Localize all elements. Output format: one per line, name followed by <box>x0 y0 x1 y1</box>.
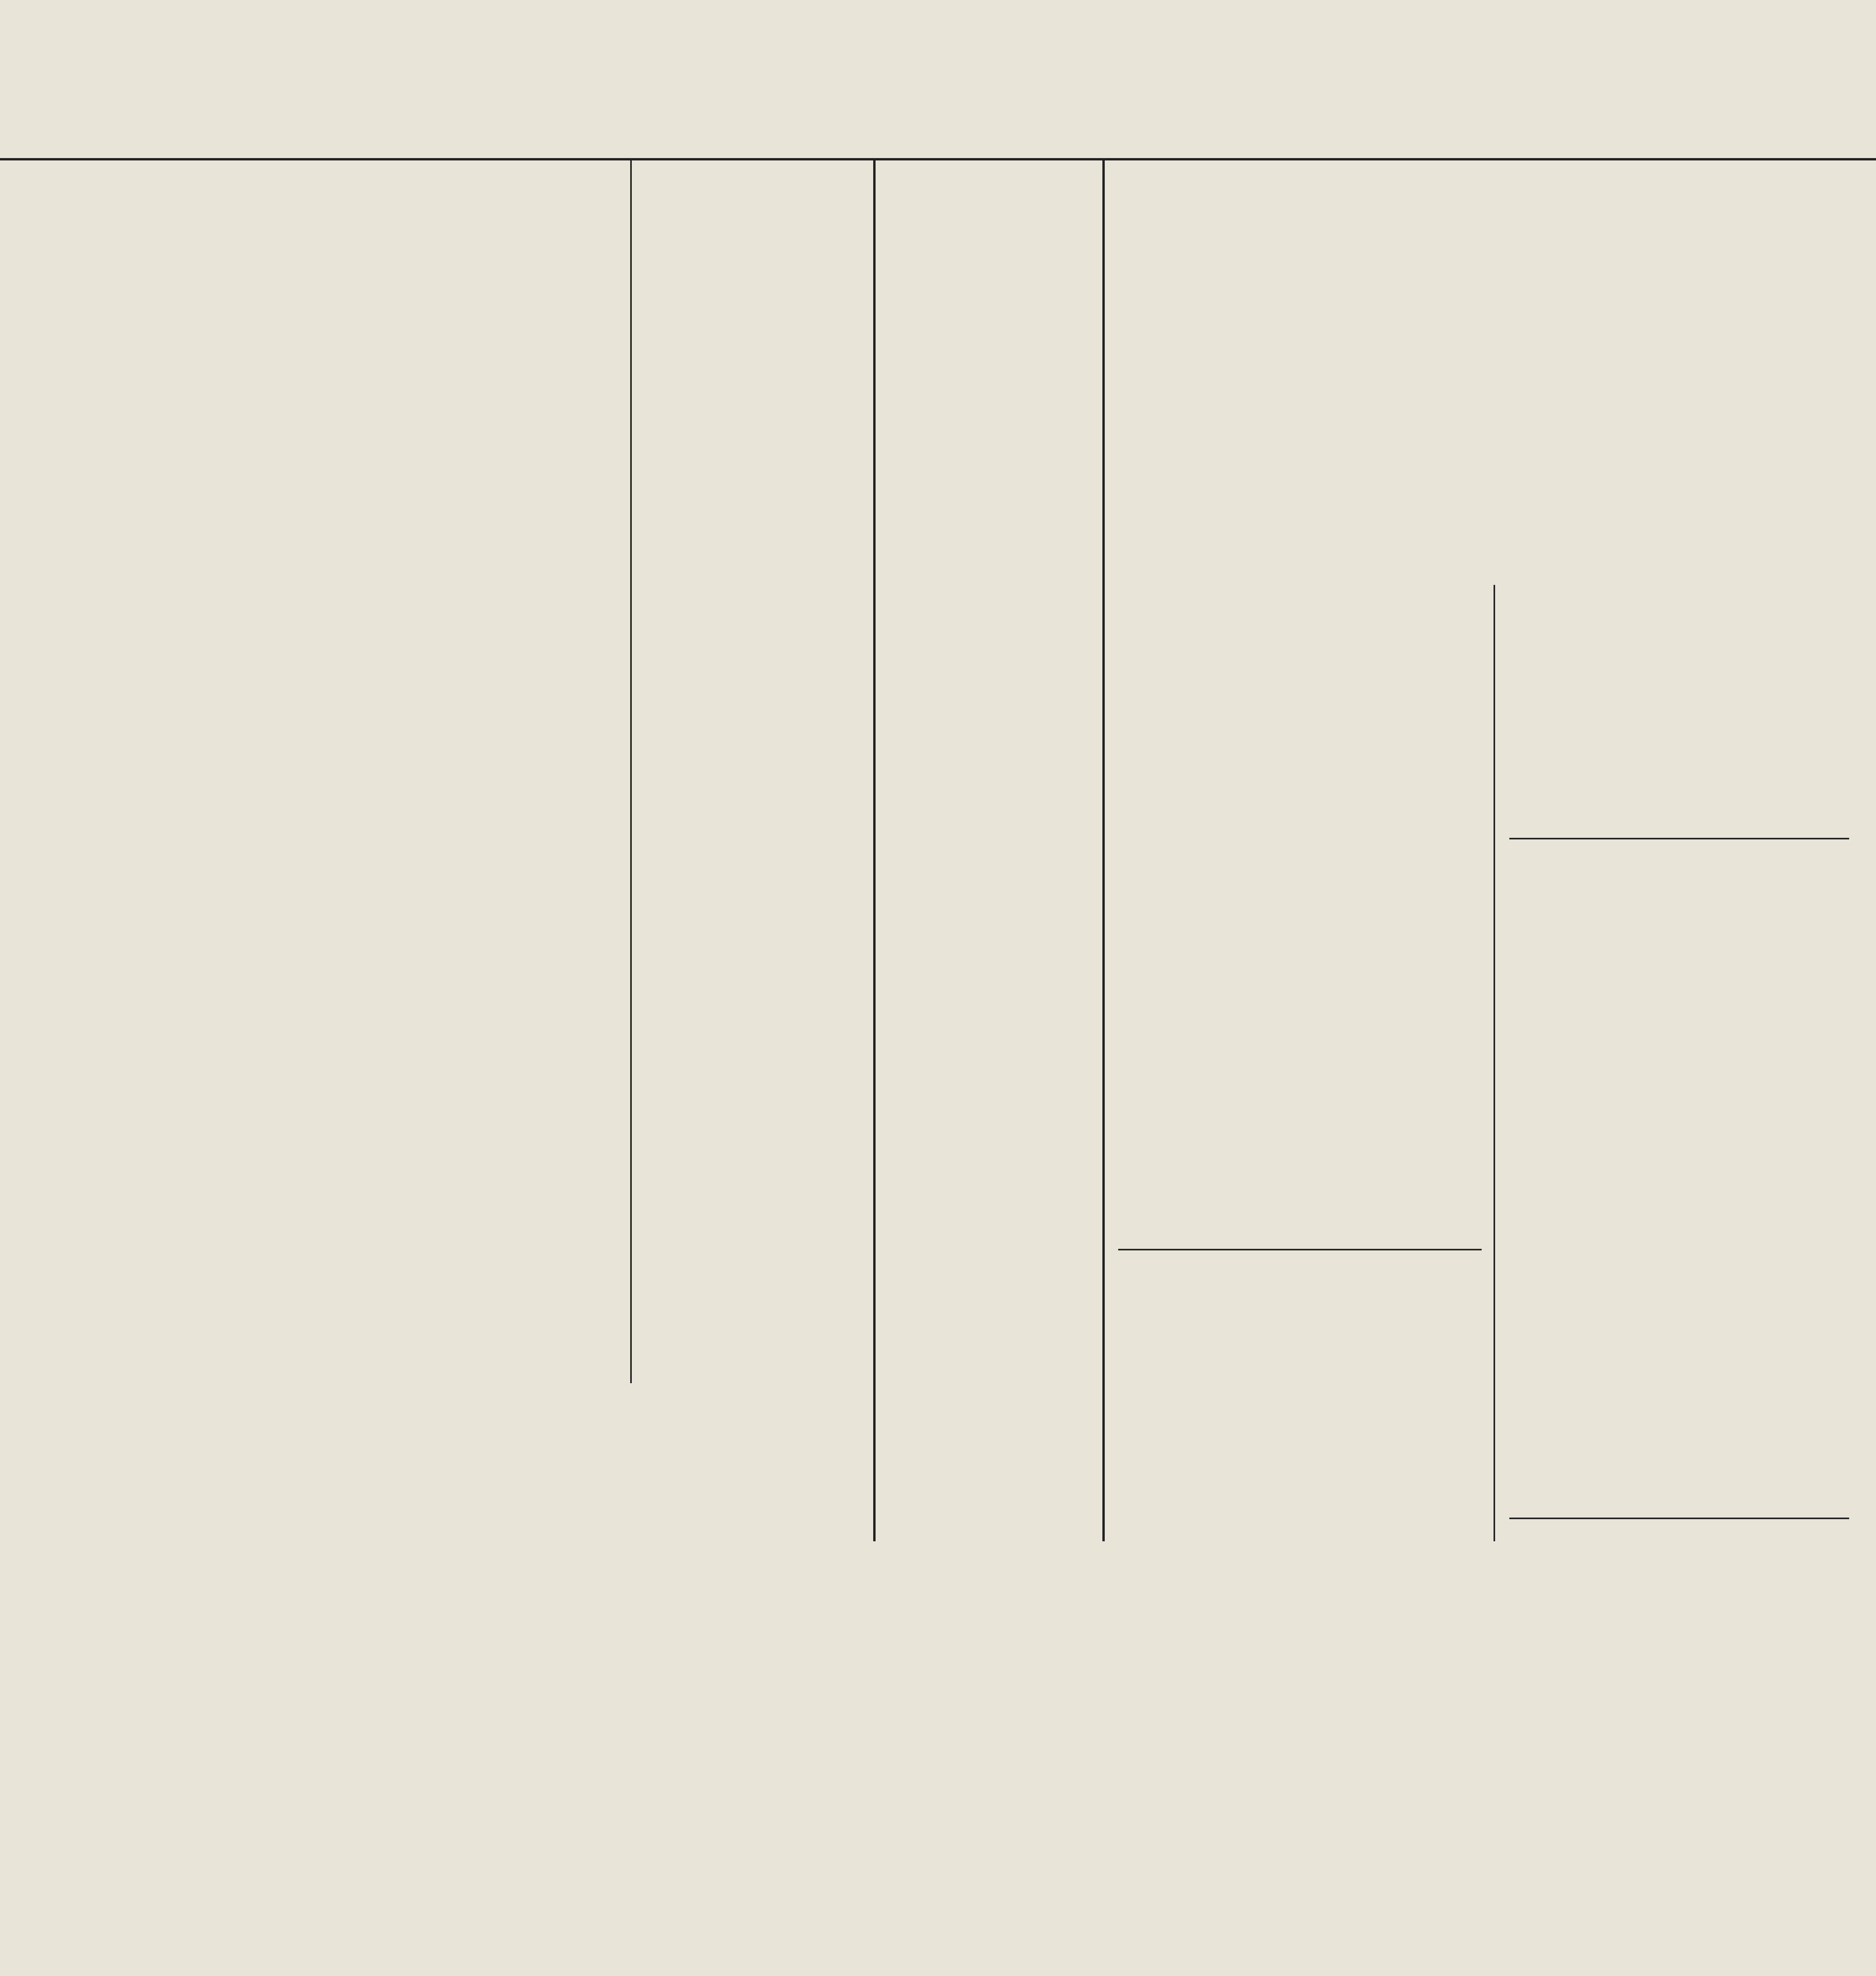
advanced-subtitle <box>1118 221 1845 300</box>
lesson-text <box>43 1288 865 1770</box>
donts-text <box>1118 371 1482 1233</box>
english-post-text <box>1509 371 1849 830</box>
column-rule <box>1494 585 1495 1541</box>
page-header <box>0 0 1876 160</box>
beginners-subtitle <box>43 221 853 261</box>
translation-text2 <box>1509 1802 1849 1976</box>
divider <box>1509 1518 1849 1519</box>
dryden-continued <box>1118 1257 1482 1976</box>
column-rule <box>873 158 876 1541</box>
literature-text1 <box>885 206 1094 1976</box>
column-rule <box>630 158 632 1383</box>
divider <box>1509 838 1849 839</box>
vocab-col1 <box>43 1810 446 1976</box>
key-text1 <box>1509 901 1849 1186</box>
column-rule <box>1102 158 1105 1541</box>
vocab-col2 <box>458 1810 865 1976</box>
translation-text1 <box>1509 1581 1849 1778</box>
divider <box>1118 1249 1482 1250</box>
beginners-col2 <box>642 273 863 1245</box>
beginners-col1 <box>43 273 620 1245</box>
key-text2 <box>1509 1209 1849 1510</box>
